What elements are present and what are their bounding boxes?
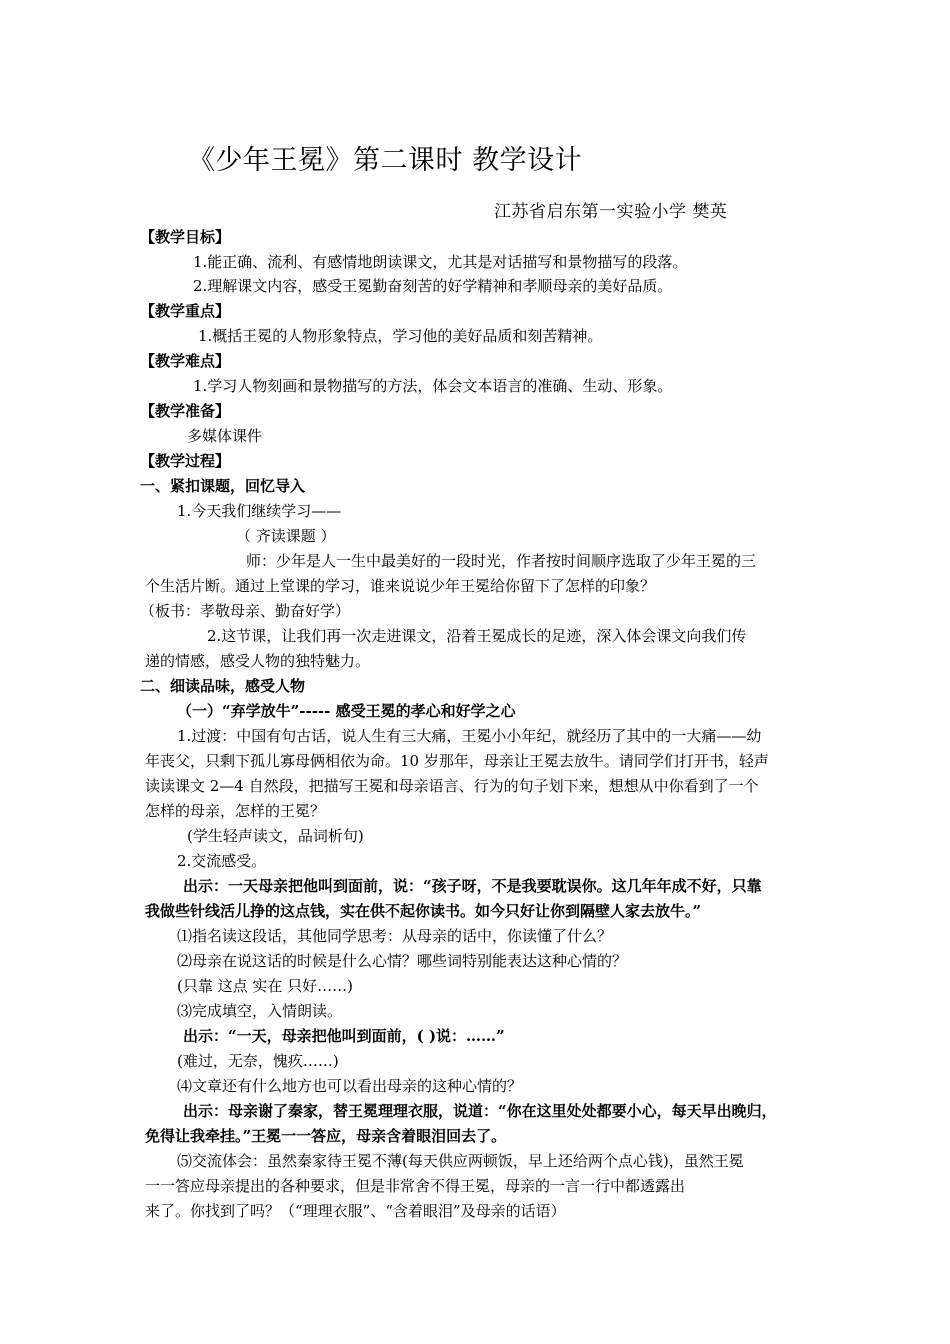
difficulty-item: 1.学习人物刻画和景物描写的方法，体会文本语言的准确、生动、形象。 — [193, 377, 673, 395]
author-line: 江苏省启东第一实验小学 樊英 — [494, 202, 728, 222]
answer-line: (难过，无奈，愧疚……) — [177, 1052, 339, 1070]
display-quote: 出示：“一天，母亲把他叫到面前，( )说：……” — [183, 1027, 505, 1045]
goal-item: 2.理解课文内容，感受王冕勤奋刻苦的好学精神和孝顺母亲的美好品质。 — [193, 277, 673, 295]
process-step-heading: 二、细读品味，感受人物 — [140, 677, 306, 695]
question-line: ⑴指名读这段话，其他同学思考：从母亲的话中，你读懂了什么？ — [177, 927, 613, 945]
section-heading-preparation: 【教学准备】 — [140, 402, 231, 420]
sub-section-heading: （一）“弃学放牛”----- 感受王冕的孝心和好学之心 — [177, 702, 516, 720]
question-line: ⑸交流体会：虽然秦家待王冕不薄(每天供应两顿饭，早上还给两个点心钱)，虽然王冕 — [177, 1152, 744, 1170]
answer-line: (只靠 这点 实在 只好……) — [177, 977, 354, 995]
question-line: ⑶完成填空，入情朗读。 — [177, 1002, 343, 1020]
display-quote: 出示：母亲谢了秦家，替王冕理理衣服，说道：“你在这里处处都要小心，每天早出晚归， — [183, 1102, 777, 1120]
question-line: 来了。你找到了吗？（“理理衣服”、“含着眼泪”及母亲的话语） — [145, 1202, 566, 1220]
display-quote: 我做些针线活儿挣的这点钱，实在供不起你读书。如今只好让你到隔壁人家去放牛。” — [145, 902, 702, 920]
section-heading-difficulties: 【教学难点】 — [140, 352, 231, 370]
process-line: 1.今天我们继续学习—— — [177, 502, 342, 520]
process-line: （ 齐读课题 ） — [236, 527, 336, 545]
blackboard-note: （板书：孝敬母亲、勤奋好学） — [140, 602, 351, 620]
process-line: 读读课文 2—4 自然段，把描写王冕和母亲语言、行为的句子划下来，想想从中你看到了一个 — [145, 777, 759, 795]
process-line: 师：少年是人一生中最美好的一段时光，作者按时间顺序选取了少年王冕的三 — [246, 552, 757, 570]
question-line: 一一答应母亲提出的各种要求，但是非常舍不得王冕，母亲的一言一行中都透露出 — [145, 1177, 686, 1195]
section-heading-key-points: 【教学重点】 — [140, 302, 231, 320]
process-line: 2.交流感受。 — [177, 852, 267, 870]
display-quote: 免得让我牵挂。”王冕一一答应，母亲含着眼泪回去了。 — [145, 1127, 507, 1145]
process-line: (学生轻声读文，品词析句) — [187, 827, 364, 845]
process-line: 年丧父，只剩下孤儿寡母俩相依为命。10 岁那年，母亲让王冕去放牛。请同学们打开书，轻声 — [145, 752, 769, 770]
process-line: 个生活片断。通过上堂课的学习，谁来说说少年王冕给你留下了怎样的印象？ — [145, 577, 656, 595]
process-line: 2.这节课，让我们再一次走进课文，沿着王冕成长的足迹，深入体会课文向我们传 — [207, 627, 747, 645]
process-line: 递的情感，感受人物的独特魅力。 — [145, 652, 371, 670]
document-title: 《少年王冕》第二课时 教学设计 — [188, 145, 583, 176]
goal-item: 1.能正确、流利、有感情地朗读课文，尤其是对话描写和景物描写的段落。 — [193, 253, 688, 271]
section-heading-process: 【教学过程】 — [140, 452, 231, 470]
process-line: 1.过渡：中国有句古话，说人生有三大痛，王冕小小年纪，就经历了其中的一大痛——幼 — [177, 727, 762, 745]
display-quote: 出示：一天母亲把他叫到面前，说：“孩子呀，不是我要耽误你。这几年年成不好，只靠 — [183, 877, 762, 895]
key-point-item: 1.概括王冕的人物形象特点，学习他的美好品质和刻苦精神。 — [198, 327, 603, 345]
process-step-heading: 一、紧扣课题，回忆导入 — [140, 477, 306, 495]
preparation-item: 多媒体课件 — [187, 427, 263, 445]
process-line: 怎样的母亲，怎样的王冕？ — [145, 802, 326, 820]
question-line: ⑷文章还有什么地方也可以看出母亲的这种心情的？ — [177, 1077, 523, 1095]
question-line: ⑵母亲在说这话的时候是什么心情？哪些词特别能表达这种心情的？ — [177, 952, 628, 970]
section-heading-goals: 【教学目标】 — [140, 228, 231, 246]
